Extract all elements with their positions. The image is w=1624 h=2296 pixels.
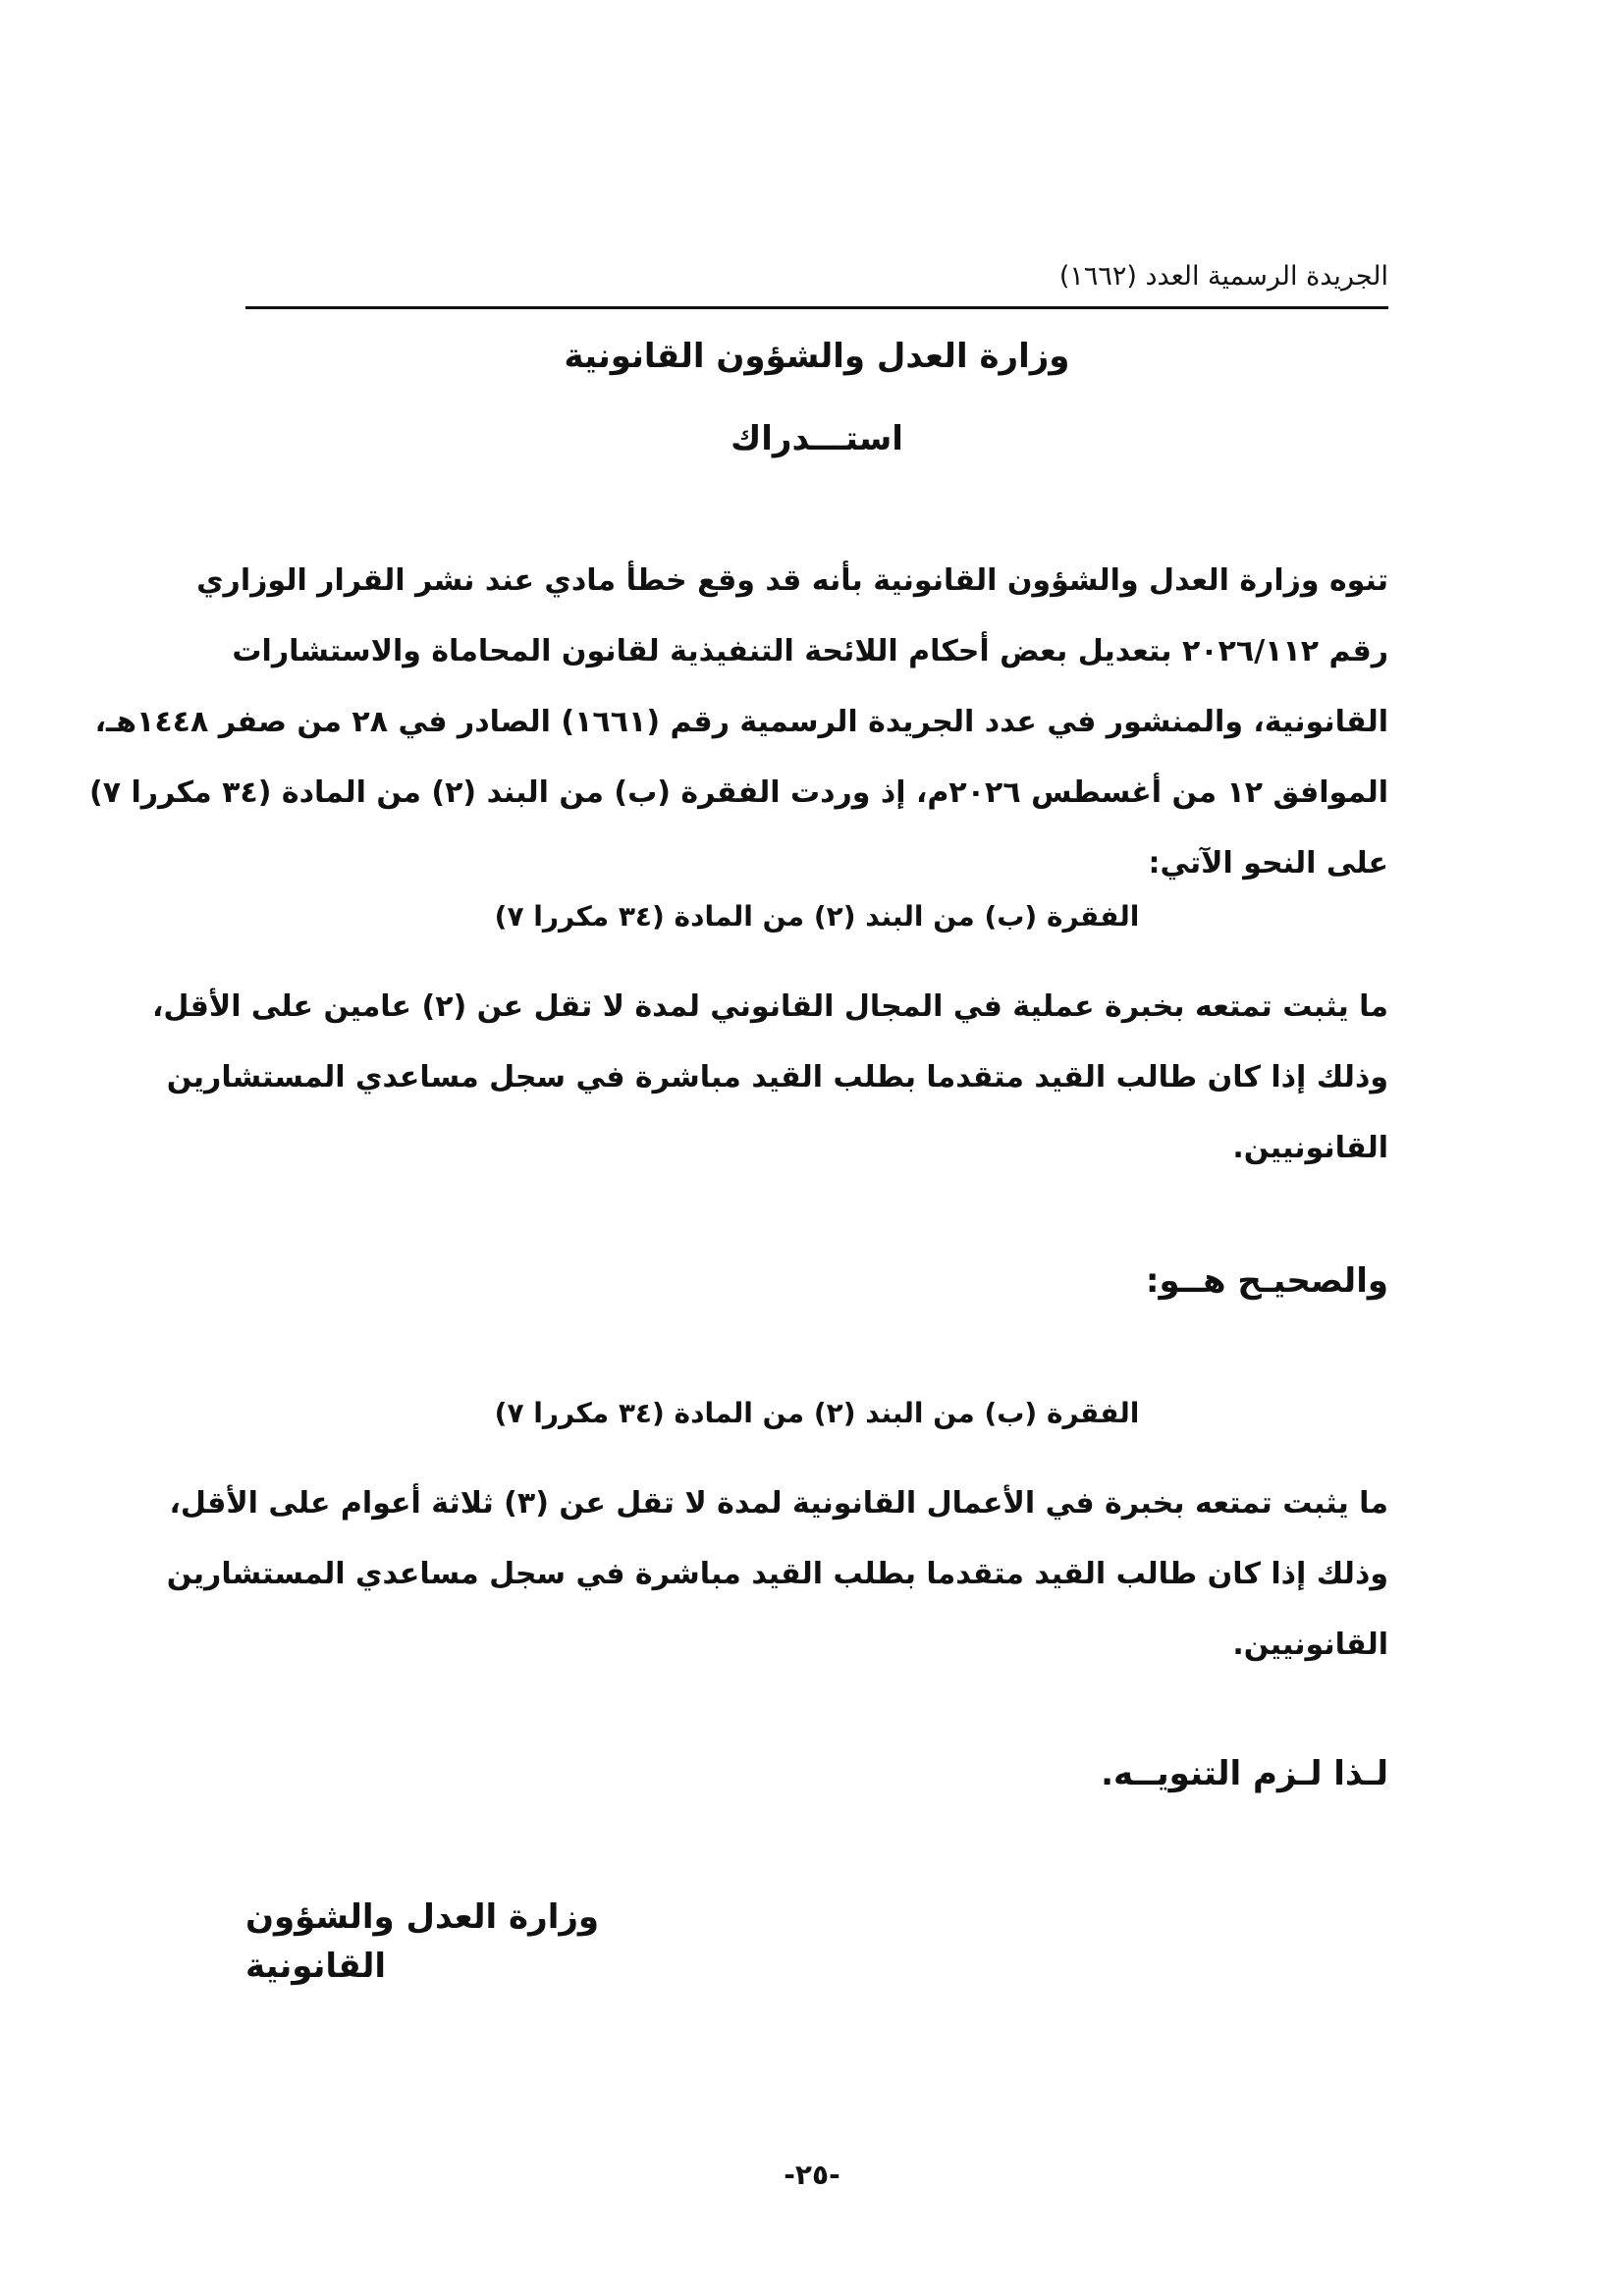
corrected-text-line: وذلك إذا كان طالب القيد متقدما بطلب القيد مباشرة في سجل مساعدي المستشارين — [166, 1557, 1388, 1591]
intro-line: تنوه وزارة العدل والشؤون القانونية بأنه قد وقع خطأ مادي عند نشر القرار الوزاري — [196, 563, 1388, 598]
erroneous-text-paragraph — [152, 972, 1388, 1184]
gazette-header: الجريدة الرسمية العدد (١٦٦٢) — [1058, 261, 1388, 292]
correction-heading: والصحيـح هــو: — [1145, 1261, 1388, 1301]
corrected-text-paragraph — [166, 1468, 1388, 1681]
erroneous-text-line: القانونيين. — [1232, 1131, 1388, 1165]
erroneous-clause-reference: الفقرة (ب) من البند (٢) من المادة (٣٤ مكررا ٧) — [494, 900, 1140, 933]
corrected-clause-reference: الفقرة (ب) من البند (٢) من المادة (٣٤ مكررا ٧) — [494, 1397, 1140, 1429]
issuer-signature: وزارة العدل والشؤون القانونية — [245, 1897, 600, 1986]
ministry-title: وزارة العدل والشؤون القانونية — [564, 337, 1070, 376]
erroneous-text-line: وذلك إذا كان طالب القيد متقدما بطلب القيد مباشرة في سجل مساعدي المستشارين — [166, 1060, 1388, 1095]
page-number: -٢٥- — [784, 2159, 840, 2191]
closing-note: لـذا لـزم التنويــه. — [1101, 1754, 1388, 1793]
document-subtitle: استـــدراك — [731, 419, 903, 458]
intro-line: رقم ٢٠٢٦/١١٢ بتعديل بعض أحكام اللائحة التنفيذية لقانون المحاماة والاستشارات — [232, 634, 1388, 668]
intro-line: على النحو الآتي: — [1148, 846, 1388, 881]
header-divider — [245, 306, 1388, 309]
erroneous-text-line: ما يثبت تمتعه بخبرة عملية في المجال القانوني لمدة لا تقل عن (٢) عامين على الأقل، — [152, 989, 1388, 1024]
intro-line: القانونية، والمنشور في عدد الجريدة الرسمية رقم (١٦٦١) الصادر في ٢٨ من صفر ١٤٤٨هـ، — [94, 705, 1388, 739]
corrected-text-line: ما يثبت تمتعه بخبرة في الأعمال القانونية لمدة لا تقل عن (٣) ثلاثة أعوام على الأقل، — [169, 1486, 1388, 1521]
intro-paragraph — [88, 546, 1388, 899]
intro-line: الموافق ١٢ من أغسطس ٢٠٢٦م، إذ وردت الفقرة (ب) من البند (٢) من المادة (٣٤ مكررا ٧) — [88, 775, 1388, 810]
corrected-text-line: القانونيين. — [1232, 1628, 1388, 1662]
